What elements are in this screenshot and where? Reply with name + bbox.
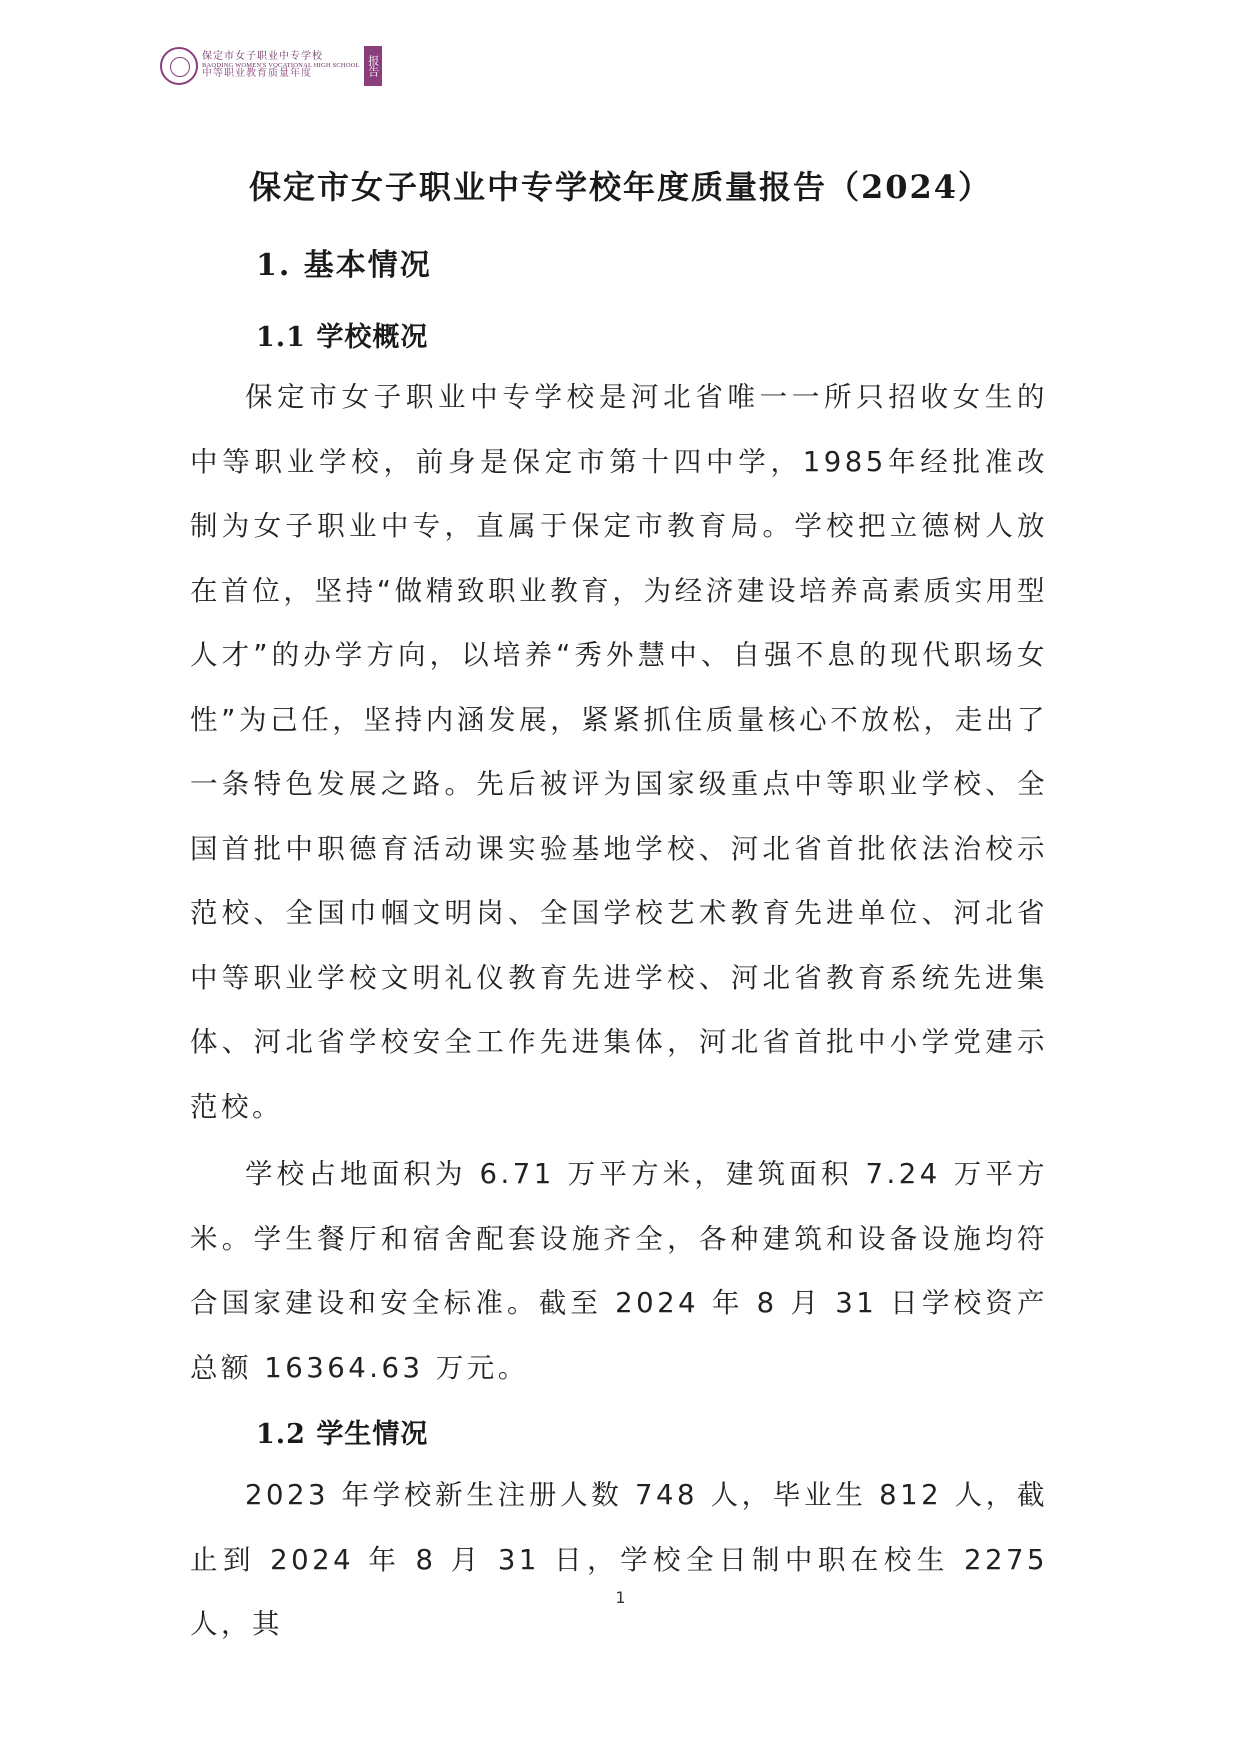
report-subtitle: 中等职业教育质量年度 <box>202 68 312 80</box>
school-facilities-paragraph: 学校占地面积为 6.71 万平方米，建筑面积 7.24 万平方米。学生餐厅和宿舍配套设施齐全，各种建筑和设备设施均符合国家建设和安全标准。截至 2024 年 8 月 31 日学校资产总额 16364.63 万元。 <box>190 1158 1048 1384</box>
school-seal-icon <box>160 47 198 85</box>
section-heading-school-overview: 1.1 学校概况 <box>256 322 429 353</box>
school-name-cn: 保定市女子职业中专学校 <box>202 51 323 63</box>
header-text-block <box>202 52 360 80</box>
section-heading-student-info: 1.2 学生情况 <box>256 1419 429 1450</box>
section-heading-basic-info: 1. 基本情况 <box>256 248 432 283</box>
school-overview-paragraph: 保定市女子职业中专学校是河北省唯一一所只招收女生的中等职业学校，前身是保定市第十四中学，1985年经批准改制为女子职业中专，直属于保定市教育局。学校把立德树人放在首位，坚持“做精致职业教育，为经济建设培养高素质实用型人才”的办学方向，以培养“秀外慧中、自强不息的现代职场女性”为己任，坚持内涵发展，紧紧抓住质量核心不放松，走出了一条特色发展之路。先后被评为国家级重点中等职业学校、全国首批中职德育活动课实验基地学校、河北省首批依法治校示范校、全国巾帼文明岗、全国学校艺术教育先进单位、河北省中等职业学校文明礼仪教育先进学校、河北省教育系统先进集体、河北省学校安全工作先进集体，河北省首批中小学党建示范校。 <box>190 381 1048 1123</box>
school-name-en: BAODING WOMEN'S VOCATIONAL HIGH SCHOOL <box>202 61 360 69</box>
page-number: 1 <box>615 1588 626 1607</box>
student-info-paragraph: 2023 年学校新生注册人数 748 人，毕业生 812 人，截止到 2024 年 8 月 31 日，学校全日制中职在校生 2275 人，其 <box>190 1479 1048 1640</box>
report-tag: 报告 <box>364 46 382 86</box>
school-logo-header <box>160 44 380 88</box>
document-title: 保定市女子职业中专学校年度质量报告（2024） <box>248 168 993 206</box>
